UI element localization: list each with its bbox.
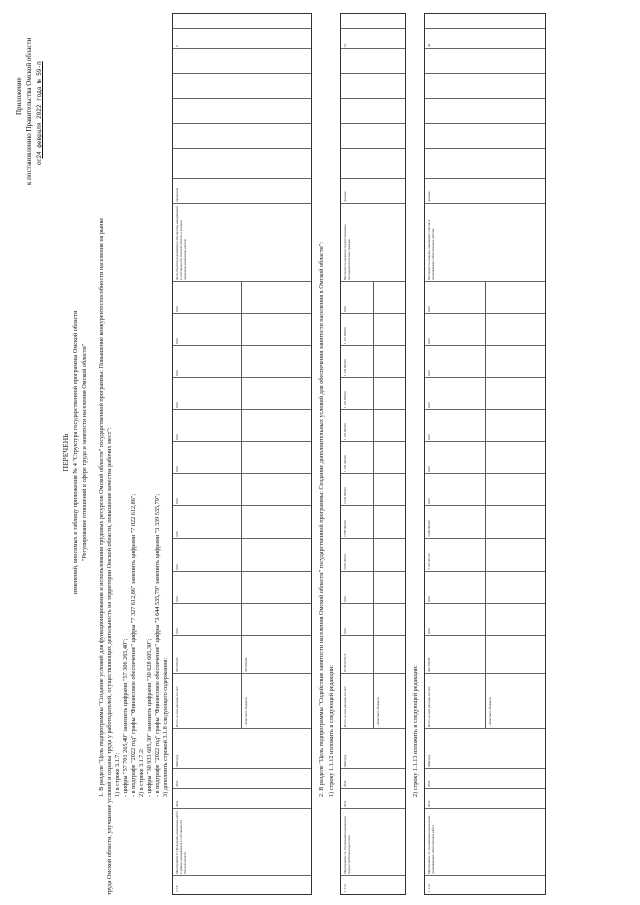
unit: человек [343,191,347,202]
section1-item1a: - цифры "57 701 265,40" заменить цифрами "57 306 265,40"; [122,638,129,797]
value-3: 3 126 431,43 [427,553,431,570]
value-4: 3 000 000,00 [427,520,431,537]
executor: Минтруд [427,754,431,767]
value-5: 3 542 600,00 [343,487,347,504]
section1-item1: 1) в строке 3.1.7: [114,752,121,797]
source-detail: - областного бюджета [376,697,380,727]
value-9: 0,00 [175,402,179,408]
value-2: 0,00 [343,596,347,602]
year-end: 2022 [175,780,179,787]
value-4: 7 088 000,00 [343,520,347,537]
row-name: Мероприятие 13. Организация проведения оплачиваемых общественных работ [427,815,435,874]
row-name: Мероприятие 8. Проведение ремонтных работ в здании, находящемся в собственности Омской области [175,811,187,874]
header-date: 24 февраля 2022 года № 59-п [36,61,43,159]
header-line2: к постановлению Правительства Омской области [25,37,33,185]
row-id: 3.1.8 [175,885,179,892]
value-7: 0,00 [427,434,431,440]
table-row-1-1-13 [424,13,546,895]
section1-intro2: труда Омской области, улучшение условий и охраны труда у работодателей, осуществляющих деятельность на территории Омской области, повышение качества рабочих мест": [106,427,113,895]
value-1: 0,00 [427,628,431,634]
value-1: 0,00 [343,628,347,634]
value-5: 0,00 [175,531,179,537]
year-start: 2022 [175,800,179,807]
executor: Минтруд [343,754,347,767]
row-id: 1.1.12 [343,884,347,892]
value-10: 0,00 [175,370,179,376]
section1-item1b: - в подграфе "2022 год" графы "Финансовое обеспечение" цифры "7 327 612,86" заменить цифрами "7 022 612,86"; [130,493,137,797]
value-8: 1 126 830,00 [343,391,347,408]
year-end: 2024 [343,780,347,787]
value-5: 0,00 [427,498,431,504]
header-line1: Приложение [15,77,23,115]
indicator: Численность временно трудоустроенных несовершеннолетних граждан [343,224,351,280]
value-7: 1 156 000,00 [343,423,347,440]
value-0: 402 358,88 [427,657,431,672]
value-9: 0,00 [427,370,431,376]
source: Всего, из них расходы за счет: [343,685,347,727]
value-7: 0,00 [175,466,179,472]
table-row-3-1-8 [172,13,312,895]
value-11: 0,00 [427,306,431,312]
source: Всего, из них расходы за счет: [175,685,179,727]
value-total: 305 000,00 [175,657,179,672]
section1-item2: 2) в строке 3.1.7.2: [138,748,145,797]
last-value: 10 [343,43,347,47]
header-date-prefix: от [35,158,43,165]
value-10: 1 115 008,00 [343,327,347,344]
value-2: 0,00 [175,596,179,602]
value-10: 0,00 [427,338,431,344]
value-11: 0,00 [175,338,179,344]
source-detail: - областного бюджета [244,697,248,727]
year-end: 2024 [427,780,431,787]
value-8: 0,00 [427,402,431,408]
value-total-b: 305 000,00 [244,657,248,672]
section1-intro: 1. В разделе "Цель подпрограммы "Создание условий для функционирования и использования трудовых ресурсов Омской области" государственной программы: Повышение конкурентоспособности населения на рынке [98,217,105,797]
indicator: Доля объектов недвижимого имущества, находящихся в собственности Омской области, в которых проведены ремонтные работы [175,206,187,280]
section1-item3: 3) дополнить строкой 3.1.8 следующего содержания: [162,657,169,797]
value-6: 1 150 440,00 [343,455,347,472]
last-value: 40 [427,43,431,47]
value-3: 3 097 200,51 [343,553,347,570]
section1-item2b: - в подграфе "2022 год" графы "Финансовое обеспечение" цифры "3 644 535,79" заменить цифрами "3 339 535,79"; [154,493,161,797]
row-id: 1.1.13 [427,884,431,892]
value-4: 0,00 [175,564,179,570]
unit: процентов [175,187,179,202]
value-0: 97 854 079,16 [343,653,347,672]
last-value [176,45,180,47]
value-8: 0,00 [175,434,179,440]
value-12: 0,00 [175,306,179,312]
source-detail: - областного бюджета [488,697,492,727]
value-2: 0,00 [427,596,431,602]
section2-item1: 1) строку 1.1.12 изложить в следующей редакции: [328,665,335,797]
table-row-1-1-12 [340,13,406,895]
value-6: 0,00 [175,498,179,504]
section2-item2: 2) строку 1.1.13 изложить в следующей редакции: [412,665,419,797]
page-title: ПЕРЕЧЕНЬ [61,433,70,472]
year-start: 2014 [427,800,431,807]
value-1: 0,00 [175,628,179,634]
executor: Минтруд [175,754,179,767]
source: Всего, из них расходы за счет: [427,685,431,727]
title-sub2: "Регулирование отношений в сфере труда и занятости населения Омской области" [81,343,88,562]
section2-intro: 2. В разделе "Цель подпрограммы "Содействие занятости населения Омской области" государственной программы: Создание дополнительных условий для обеспечения занятости населения в Омской области": [318,242,325,797]
section1-item2a: - цифры "30 933 605,30" заменить цифрами "30 628 605,30"; [146,638,153,797]
header-line3 [36,61,43,165]
value-11: 0,00 [343,306,347,312]
unit: человек [427,191,431,202]
row-name: Мероприятие 12. Организация временного трудоустройства подростков [343,815,351,874]
title-sub1: изменений, вносимых в таблицу приложения № 4 "Структура государственной программы Омской области [72,310,79,595]
value-9: 1 135 000,00 [343,359,347,376]
indicator: Численность граждан, принявших участие в оплачиваемых общественных работах [427,219,435,280]
year-start: 2014 [343,800,347,807]
value-6: 0,00 [427,466,431,472]
